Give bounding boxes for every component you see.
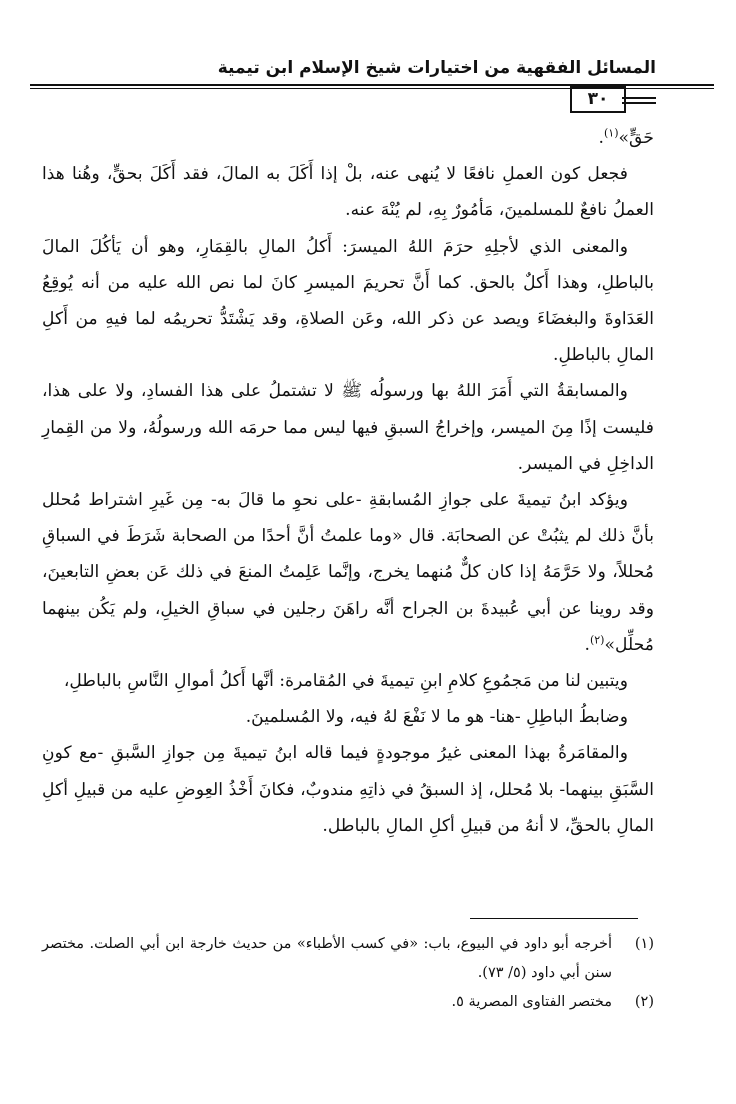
paragraph (42, 120, 654, 156)
punctuation: . (584, 634, 590, 655)
footnote (42, 988, 654, 1017)
paragraph: والمسابقةُ التي أَمَرَ اللهُ بها ورسولُه ﷺ لا تشتملُ على هذا الفسادِ، ولا على هذا، فليست إذًا مِنَ الميسر، وإخراجُ السبقِ فيها ليس مما حرمَه الله ورسولُهُ، ولا من القِمارِ الداخِلِ في الميسر. (42, 381, 654, 474)
footnotes (42, 930, 654, 1017)
punctuation: . (598, 128, 604, 148)
page-number-rule (622, 97, 656, 104)
footnote-text: مختصر الفتاوى المصرية ٥. (451, 994, 612, 1010)
footnote-text: أخرجه أبو داود في البيوع، باب: «في كسب الأطباء» من حديث خارجة ابن أبي الصلت. مختصر سنن أبي داود (٥/ ٧٣). (42, 936, 612, 981)
footnote-separator (470, 918, 638, 919)
paragraph (42, 482, 654, 663)
page-number: ٣٠ (570, 86, 626, 113)
paragraph-text: ويؤكد ابنُ تيميةَ على جوازِ المُسابقةِ -على نحوِ ما قالَ به- مِن غَيرِ اشتراط مُحلل بأنَّ ذلك لم يثبُتْ عن الصحابَة. قال «وما علمتُ أنَّ أحدًا من الصحابة شَرَطَ في السباقِ مُحللاً، ولا حَرَّمَهُ إذا كان كلٌّ مُنهما يخرج، وإنَّما عَلِمتُ المنعَ في ذلك عَن بعضِ التابعينَ، وقد روينا عن أبي عُبيدةَ بن الجراح أنَّه راهَنَ رجلين في سباقِ الخيلِ، ولم يَكُن بينهما مُحلِّل» (42, 490, 654, 655)
paragraph: والمعنى الذي لأجلِهِ حرَمَ اللهُ الميسرَ: أَكلُ المالِ بالقِمَارِ، وهو أن يَأكُلَ المالَ بالباطلِ، وهذا أَكلٌ بالحق. كما أَنَّ تحريمَ الميسرِ كانَ لما نص الله عليه من أنه يُوقِعُ العَدَاوةَ والبغضَاءَ ويصد عن ذكر الله، وعَن الصلاةِ، وقد يَشْتَدُّ تحريمُه لما فيهِ من أَكلِ المالِ بالباطلِ. (42, 236, 654, 366)
paragraph-text: حَقٍّ» (618, 128, 654, 148)
paragraph: وضابطُ الباطِلِ -هنا- هو ما لا نَفْعَ لهُ فيه، ولا المُسلمينَ. (245, 707, 628, 728)
footnote-reference: (١) (604, 126, 619, 140)
footnote-number: (١) (634, 936, 654, 952)
page-number-block (0, 86, 736, 110)
running-title: المسائل الفقهية من اختيارات شيخ الإسلام ابن تيمية (217, 58, 656, 78)
paragraph: ويتبين لنا من مَجمُوعِ كلامِ ابنِ تيميةَ في المُقامرة: أنَّها أَكلُ أموالِ النَّاسِ بالباطلِ، (63, 671, 628, 692)
footnote-reference: (٢) (589, 633, 605, 647)
footnote (42, 930, 654, 988)
main-text (42, 120, 654, 844)
footnote-number: (٢) (634, 994, 654, 1010)
paragraph: والمقامَرةُ بهذا المعنى غيرُ موجودةٍ فيما قاله ابنُ تيميةَ مِن جوازِ السَّبقِ -مع كونِ السَّبَقِ بينهما- بلا مُحلل، إذ السبقُ في ذاتِهِ مندوبٌ، فكانَ أَخْذُ العِوضِ عليه من قبيلِ أكلِ المالِ بالحقِّ، لا أنهُ من قبيلِ أكلِ المالِ بالباطل. (42, 743, 654, 836)
paragraph: فجعل كون العملِ نافعًا لا يُنهى عنه، بلْ إذا أَكَلَ به المالَ، فقد أَكَلَ بحقٍّ، وهُنا هذا العملُ نافعٌ للمسلمينَ، مَأمُورٌ بِهِ، لم يُنْهَ عنه. (42, 164, 654, 221)
